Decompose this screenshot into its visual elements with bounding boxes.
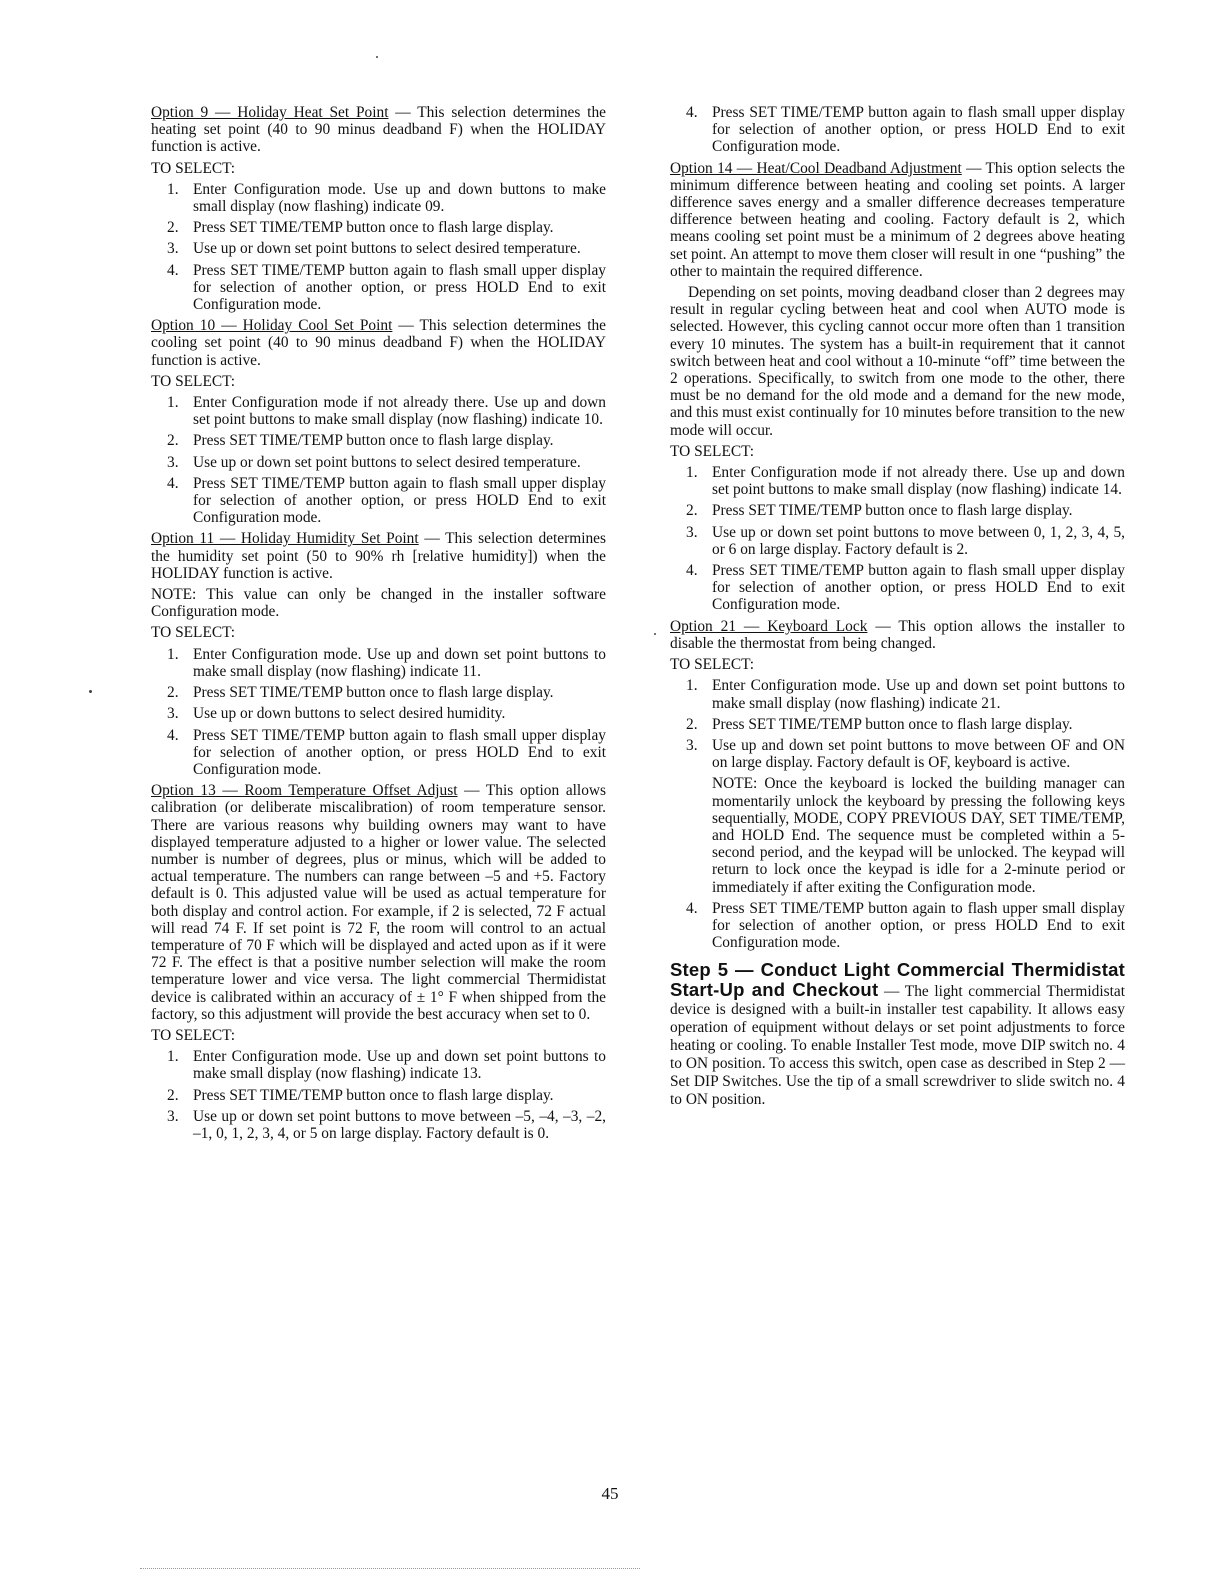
option-10-steps [151, 394, 606, 526]
option-10-description: — This selection determines the cooling set point (40 to 90 minus deadband F) when the HOLIDAY function is active. [151, 317, 606, 369]
option-11-to-select: TO SELECT: [151, 624, 236, 642]
step-text: Use up and down set point buttons to move between OF and ON on large display. Factory default is OF, keyboard is active. [712, 736, 1125, 772]
step-number: 1. [686, 464, 698, 482]
option-13-paragraph [151, 782, 606, 1023]
step-5-paragraph [670, 961, 1125, 1109]
step-text: Use up or down set point buttons to move between 0, 1, 2, 3, 4, 5, or 6 on large display. Factory default is 2. [712, 523, 1125, 558]
option-10-paragraph [151, 317, 606, 369]
step-number: 1. [167, 645, 179, 663]
step-number: 2. [167, 684, 179, 702]
step-text: Use up or down set point buttons to move between –5, –4, –3, –2, –1, 0, 1, 2, 3, 4, or 5 on large display. Factory default is 0. [193, 1107, 606, 1142]
option-14-title: Option 14 — Heat/Cool Deadband Adjustment [670, 159, 962, 177]
option-9-paragraph [151, 104, 606, 156]
step-text: Press SET TIME/TEMP button once to flash large display. [193, 684, 554, 702]
step-5-heading: Step 5 — Conduct Light Commercial Thermidistat Start-Up and Checkout [670, 959, 1125, 1001]
step-text: Enter Configuration mode. Use up and down set point buttons to make small display (now flashing) indicate 11. [193, 645, 606, 680]
list-item [670, 737, 1125, 896]
step-text: Enter Configuration mode if not already there. Use up and down set point buttons to make small display (now flashing) indicate 14. [712, 464, 1125, 499]
step-number: 3. [167, 705, 179, 723]
step-text: Press SET TIME/TEMP button again to flash small upper display for selection of another option, or press HOLD End to exit Configuration mode. [193, 261, 606, 314]
option-9-title: Option 9 — Holiday Heat Set Point [151, 104, 389, 121]
step-text: Press SET TIME/TEMP button once to flash large display. [712, 715, 1073, 733]
step-text: Press SET TIME/TEMP button again to flash upper small display for selection of another option, or press HOLD End to exit Configuration mode. [712, 899, 1125, 952]
option-13-description: — This option allows calibration (or deliberate miscalibration) of room temperature sensor. There are various reasons why building owners may want to have displayed temperature adjusted to a higher or lower value. The selected number is number of degrees, plus or minus, which will be added to actual temperature. The numbers can range between –5 and +5. Factory default is 0. This adjusted value will be used as actual temperature for both display and control action. For example, if 2 is selected, 72 F actual will read 74 F. If set point is 72 F, the room will control to an actual temperature of 70 F which will be displayed and acted upon as if it were 72 F. The effect is that a positive number selection will make the room temperature lower and vice versa. The light commercial Thermidistat device is calibrated within an accuracy of ± 1° F when shipped from the factory, so this adjustment will provide the best accuracy when set to 0. [151, 782, 606, 1023]
option-9-to-select: TO SELECT: [151, 159, 236, 177]
option-9-description: — This selection determines the heating set point (40 to 90 minus deadband F) when the HOLIDAY function is active. [151, 104, 606, 156]
list-item [151, 219, 606, 236]
step-number: 4. [686, 562, 698, 580]
step-number: 4. [167, 474, 179, 492]
step-number: 1. [686, 677, 698, 695]
option-11-steps [151, 646, 606, 778]
step-number: 2. [167, 1086, 179, 1104]
option-21-description: — This option allows the installer to disable the thermostat from being changed. [670, 617, 1126, 652]
option-11-paragraph [151, 530, 606, 582]
option-21-paragraph [670, 618, 1125, 652]
option-21-steps [670, 677, 1125, 951]
list-item [151, 394, 606, 428]
option-9-steps [151, 181, 606, 313]
option-13-title: Option 13 — Room Temperature Offset Adjust [151, 782, 458, 800]
option-14-description: — This option selects the minimum difference between heating and cooling set points. A larger difference saves energy and a smaller difference decreases temperature difference between heating and cooling. Factory default is 2, which means cooling set point must be a minimum of 2 degrees above heating set point. An attempt to move them closer will result in one “pushing” the other to maintain the required difference. [670, 159, 1125, 280]
step-number: 4. [167, 261, 179, 279]
option-14-steps [670, 464, 1125, 614]
keyboard-lock-note: NOTE: Once the keyboard is locked the building manager can momentarily unlock the keyboard by pressing the following keys sequentially, MODE, COPY PREVIOUS DAY, SET TIME/TEMP, and HOLD End. The sequence must be completed within a 5-second period, and the keypad will be unlocked. The keypad will return to lock once the keypad is idle for a 2-minute period or immediately if after exiting the Configuration mode. [712, 775, 1125, 896]
list-item [151, 454, 606, 471]
list-item [670, 562, 1125, 614]
step-text: Press SET TIME/TEMP button once to flash large display. [193, 432, 554, 450]
step-number: 2. [167, 432, 179, 450]
list-item [670, 900, 1125, 952]
list-item [151, 475, 606, 527]
option-10-title: Option 10 — Holiday Cool Set Point [151, 317, 393, 335]
step-text: Press SET TIME/TEMP button again to flash small upper display for selection of another option, or press HOLD End to exit Configuration mode. [712, 562, 1125, 614]
list-item [670, 104, 1125, 156]
scan-speck [89, 690, 92, 693]
step-text: Press SET TIME/TEMP button once to flash large display. [193, 219, 554, 237]
list-item [151, 432, 606, 449]
scan-speck [376, 56, 378, 58]
scan-speck [654, 633, 656, 635]
step-text: Enter Configuration mode if not already there. Use up and down set point buttons to make small display (now flashing) indicate 10. [193, 394, 606, 429]
step-number: 2. [686, 715, 698, 733]
step-number: 3. [167, 240, 179, 258]
step-number: 3. [167, 1107, 179, 1125]
left-column [151, 104, 606, 1146]
list-item [670, 677, 1125, 711]
step-number: 3. [686, 736, 698, 754]
list-item [670, 464, 1125, 498]
step-text: Use up or down buttons to select desired humidity. [193, 705, 506, 723]
step-number: 2. [167, 219, 179, 237]
step-text: Enter Configuration mode. Use up and down set point buttons to make small display (now flashing) indicate 21. [712, 677, 1125, 712]
list-item [670, 524, 1125, 558]
step-number: 3. [167, 453, 179, 471]
option-10-to-select: TO SELECT: [151, 372, 236, 390]
step-5-description: — The light commercial Thermidistat device is designed with a built-in installer test capability. It allows easy operation of equipment without delays or set point adjustments to force heating or cooling. To enable Installer Test mode, move DIP switch no. 4 to ON position. To access this switch, open case as described in Step 2 — Set DIP Switches. Use the tip of a small screwdriver to slide switch no. 4 to ON position. [670, 983, 1125, 1109]
option-21-to-select: TO SELECT: [670, 656, 755, 674]
option-14-to-select: TO SELECT: [670, 442, 755, 460]
step-text: Press SET TIME/TEMP button again to flash small upper display for selection of another option, or press HOLD End to exit Configuration mode. [193, 726, 606, 778]
option-13-to-select: TO SELECT: [151, 1026, 236, 1044]
step-number: 4. [686, 104, 698, 121]
scan-edge-marks [140, 1568, 640, 1571]
step-number: 4. [686, 899, 698, 917]
step-text: Press SET TIME/TEMP button once to flash large display. [193, 1086, 554, 1104]
step-number: 3. [686, 523, 698, 541]
list-item [670, 502, 1125, 519]
list-item [670, 716, 1125, 733]
list-item [151, 262, 606, 314]
list-item [151, 1048, 606, 1082]
list-item [151, 684, 606, 701]
step-number: 1. [167, 1048, 179, 1066]
step-number: 4. [167, 726, 179, 744]
step-text: Press SET TIME/TEMP button again to flash small upper display for selection of another option, or press HOLD End to exit Configuration mode. [712, 104, 1125, 156]
step-text: Press SET TIME/TEMP button once to flash large display. [712, 502, 1073, 520]
step-number: 1. [167, 394, 179, 412]
page-number: 45 [601, 1484, 619, 1503]
option-14-paragraph-2: Depending on set points, moving deadband closer than 2 degrees may result in regular cycling between heat and cool when AUTO mode is selected. However, this cycling cannot occur more often than 1 transition every 10 minutes. The system has a built-in requirement that it cannot switch between heat and cool without a 10-minute “off” time between the 2 operations. Specifically, to switch from one mode to the other, there must be no demand for the old mode and a demand for the new mode, and this must exist continually for 10 minutes before transition to the new mode will occur. [670, 284, 1125, 439]
list-item [151, 1087, 606, 1104]
list-item [151, 727, 606, 779]
step-text: Enter Configuration mode. Use up and down set point buttons to make small display (now flashing) indicate 13. [193, 1048, 606, 1083]
option-11-note: NOTE: This value can only be changed in the installer software Configuration mode. [151, 586, 606, 621]
step-text: Use up or down set point buttons to select desired temperature. [193, 453, 581, 471]
list-item [151, 240, 606, 257]
option-11-title: Option 11 — Holiday Humidity Set Point [151, 530, 419, 548]
option-14-paragraph [670, 160, 1125, 280]
option-13-steps-continued [670, 104, 1125, 156]
step-text: Press SET TIME/TEMP button again to flash small upper display for selection of another option, or press HOLD End to exit Configuration mode. [193, 474, 606, 527]
list-item [151, 705, 606, 722]
option-21-title: Option 21 — Keyboard Lock [670, 617, 868, 635]
option-13-steps [151, 1048, 606, 1142]
step-text: Enter Configuration mode. Use up and down buttons to make small display (now flashing) indicate 09. [193, 180, 606, 216]
step-number: 1. [167, 180, 179, 198]
list-item [151, 646, 606, 680]
option-11-description: — This selection determines the humidity set point (50 to 90% rh [relative humidity]) when the HOLIDAY function is active. [151, 530, 606, 582]
step-number: 2. [686, 502, 698, 520]
list-item [151, 1108, 606, 1142]
step-text: Use up or down set point buttons to select desired temperature. [193, 240, 581, 258]
right-column [670, 104, 1125, 1113]
list-item [151, 181, 606, 215]
